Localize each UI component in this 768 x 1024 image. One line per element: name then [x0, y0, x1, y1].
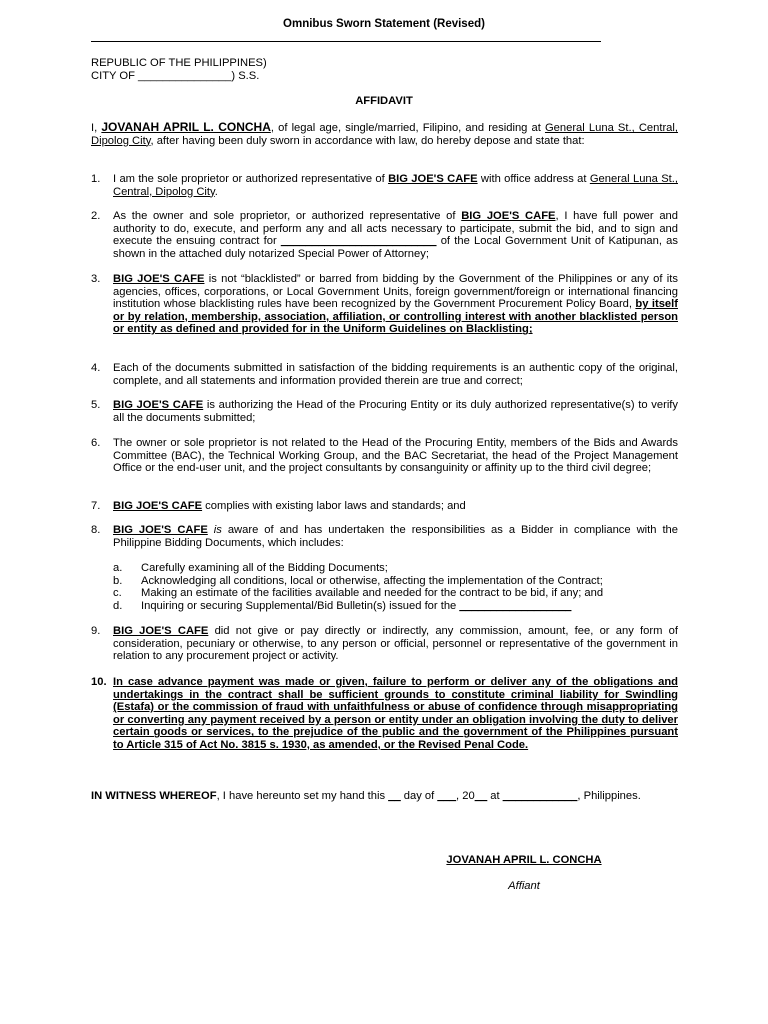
day-blank: __ [388, 790, 401, 802]
item-text: . [214, 185, 218, 198]
company-name: BIG JOE'S CAFE [461, 210, 556, 222]
item-text: did not give or pay directly or indirectly, any commission, amount, fee, or any form of consideration, pecuniary or otherwise, to any person or official, personnel or representative of the government in relation to any procurement project or activity. [113, 625, 678, 663]
statement-item-6 [91, 437, 678, 475]
signatory-name: JOVANAH APRIL L. CONCHA [446, 854, 602, 866]
intro-text-2: , of legal age, single/married, Filipino, and residing at [270, 122, 545, 134]
list-text: Acknowledging all conditions, local or otherwise, affecting the implementation of the Contract; [141, 574, 603, 587]
company-name: BIG JOE'S CAFE [388, 173, 478, 185]
emphasized-clause: In case advance payment was made or given, failure to perform or deliver any of the obligations and undertakings in the contract shall be sufficient grounds to constitute criminal liability for Swindling (Estafa) or the commission of fraud with unfaithfulness or abuse of confidence through misappropriating or converting any payment received by a person or entity under an obligation involving the duty to deliver certain goods or services, to the prejudice of the public and the government of the Philippines pursuant to Article 315 of Act No. 3815 s. 1930, as amended, or the Revised Penal Code. [113, 676, 678, 751]
item-number: 7. [91, 500, 101, 512]
contract-blank: _________________________ [280, 235, 437, 248]
witness-text: , 20 [456, 790, 475, 802]
item-number: 1. [91, 173, 101, 185]
item-number: 5. [91, 399, 101, 411]
item-text: is not “blacklisted” or barred from bidding by the Government of the Philippines or any of its agencies, offices, corporations, or Local Government Units, foreign government/foreign or international financing institution whose blacklisting rules have been recognized by the Government Procurement Policy Board, [113, 273, 678, 311]
list-text: Inquiring or securing Supplemental/Bid Bulletin(s) issued for the [141, 599, 460, 612]
year-blank: __ [474, 790, 488, 802]
item-number: 10. [91, 676, 107, 688]
intro-paragraph [91, 121, 678, 147]
witness-paragraph [91, 790, 678, 803]
list-item [113, 575, 678, 588]
signatory-role: Affiant [508, 880, 540, 892]
witness-lead: IN WITNESS WHEREOF [91, 790, 217, 802]
list-text: Carefully examining all of the Bidding Documents; [141, 562, 388, 574]
list-item [113, 587, 678, 600]
city-blank: _______________ [138, 69, 232, 82]
witness-text: day of [400, 790, 438, 802]
statement-item-9 [91, 625, 678, 663]
item-text: of the Local Government Unit of Katipunan, as shown in the attached duly notarized Special Power of Attorney; [113, 235, 678, 260]
item-number: 8. [91, 524, 101, 536]
statement-item-10 [91, 676, 678, 752]
place-blank: ____________ [502, 790, 578, 802]
statement-item-3 [91, 273, 678, 336]
statement-item-1 [91, 173, 678, 198]
company-name: BIG JOE'S CAFE [113, 399, 204, 411]
emphasized-clause: by itself or by relation, membership, association, affiliation, or controlling interest with another blacklisted person or entity as defined and provided for in the Uniform Guidelines on Blacklisting; [113, 298, 678, 336]
item-number: 9. [91, 625, 101, 637]
item-text: The owner or sole proprietor is not related to the Head of the Procuring Entity, members of the Bids and Awards Committee (BAC), the Technical Working Group, and the BAC Secretariat, the head of the Project Management Office or the end-user unit, and the project consultants by consanguinity or affinity up to the third civil degree; [113, 437, 678, 475]
item-text: with office address at [477, 173, 590, 185]
witness-text: , Philippines. [577, 790, 641, 802]
item-number: 3. [91, 273, 101, 285]
witness-text: , I have hereunto set my hand this [216, 790, 389, 802]
company-name: BIG JOE'S CAFE [113, 524, 208, 536]
list-item [113, 562, 678, 575]
list-letter: b. [113, 574, 123, 587]
venue-city [91, 70, 267, 83]
list-letter: c. [113, 587, 122, 600]
residence-address: General Luna St., Central, Dipolog City [91, 122, 679, 147]
venue-republic: REPUBLIC OF THE PHILIPPINES) [91, 57, 267, 69]
item-text: complies with existing labor laws and standards; and [202, 500, 466, 512]
item-number: 4. [91, 362, 101, 374]
witness-text: at [487, 790, 503, 802]
statement-item-4 [91, 362, 678, 387]
item-text: aware of and has undertaken the responsibilities as a Bidder in compliance with the Philippine Bidding Documents, which includes: [113, 524, 679, 549]
statement-item-8 [91, 524, 678, 549]
statement-item-7 [91, 500, 678, 513]
item-text: I am the sole proprietor or authorized representative of [113, 173, 389, 185]
company-name: BIG JOE'S CAFE [113, 625, 209, 637]
statement-item-2 [91, 210, 678, 260]
document-title: Omnibus Sworn Statement (Revised) [283, 18, 485, 30]
item-text: Each of the documents submitted in satisfaction of the bidding requirements is an authentic copy of the original, complete, and all statements and information provided therein are true and correct; [113, 362, 678, 387]
company-name: BIG JOE'S CAFE [113, 273, 205, 285]
affidavit-heading: AFFIDAVIT [355, 95, 413, 107]
month-blank: ___ [437, 790, 457, 802]
bulletin-blank: __________________ [459, 599, 572, 612]
office-address: General Luna St., Central, Dipolog City [113, 173, 678, 198]
statement-item-5 [91, 399, 678, 424]
item-number: 6. [91, 437, 101, 449]
list-letter: d. [113, 599, 123, 612]
intro-text-3: , after having been duly sworn in accordance with law, do hereby depose and state that: [150, 134, 585, 147]
item-number: 2. [91, 210, 101, 222]
company-name: BIG JOE'S CAFE [113, 500, 203, 512]
venue-block [91, 57, 267, 82]
intro-text-1: I, [91, 122, 102, 134]
title-divider [91, 41, 601, 42]
list-letter: a. [113, 562, 123, 574]
affiant-name: JOVANAH APRIL L. CONCHA [101, 120, 271, 134]
list-text: Making an estimate of the facilities available and needed for the contract to be bid, if any; and [141, 587, 604, 600]
list-item [113, 600, 678, 613]
venue-city-prefix: CITY OF [91, 69, 139, 82]
item-text: As the owner and sole proprietor, or authorized representative of [113, 210, 462, 222]
item-text: is authorizing the Head of the Procuring Entity or its duly authorized representative(s) to verify all the documents submitted; [113, 399, 679, 424]
italic-is: is [207, 524, 222, 536]
item-text: , I have full power and authority to do, execute, and perform any and all acts necessary to participate, submit the bid, and to sign and execute the ensuing contract for [113, 210, 679, 248]
bidder-responsibilities-list [113, 562, 678, 612]
venue-city-suffix: ) S.S. [231, 69, 260, 82]
